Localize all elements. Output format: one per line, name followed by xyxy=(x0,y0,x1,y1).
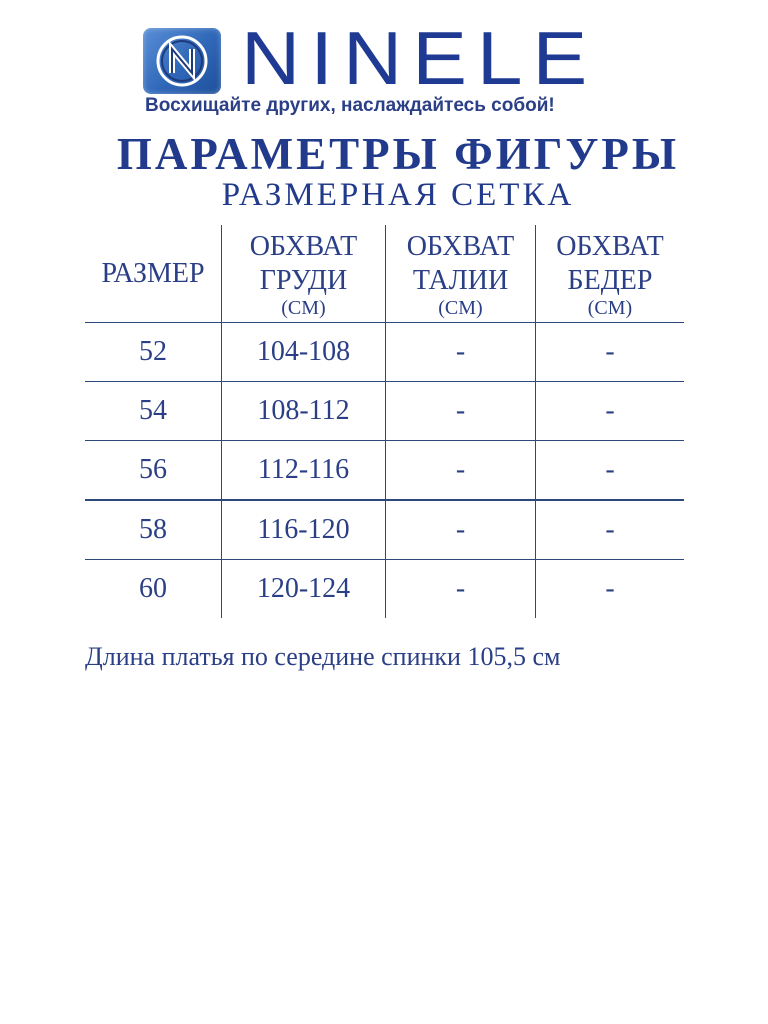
header-waist-unit: (СМ) xyxy=(438,296,483,319)
cell-waist: - xyxy=(386,560,536,619)
cell-waist: - xyxy=(386,441,536,501)
n-monogram-logo-icon xyxy=(143,28,221,94)
header-hips-line1: ОБХВАТ xyxy=(556,230,664,262)
brand-logo xyxy=(143,16,598,102)
header-hips xyxy=(536,225,685,323)
header-chest-line2: ГРУДИ xyxy=(259,264,348,296)
cell-hips: - xyxy=(536,500,685,560)
cell-chest: 104-108 xyxy=(222,323,386,382)
cell-waist: - xyxy=(386,500,536,560)
table-row xyxy=(85,441,684,501)
header-waist-line2: ТАЛИИ xyxy=(412,264,509,296)
table-header-row xyxy=(85,225,684,323)
page-subtitle: РАЗМЕРНАЯ СЕТКА xyxy=(221,177,575,213)
cell-chest: 112-116 xyxy=(222,441,386,501)
brand-slogan: Восхищайте других, наслаждайтесь собой! xyxy=(145,95,555,116)
cell-hips: - xyxy=(536,560,685,619)
header-size xyxy=(85,225,222,323)
cell-size: 60 xyxy=(139,573,167,604)
header-hips-unit: (СМ) xyxy=(587,296,633,319)
brand-name: NINELE xyxy=(241,16,598,101)
cell-chest: 116-120 xyxy=(222,500,386,560)
cell-waist: - xyxy=(386,382,536,441)
header-chest-unit: (СМ) xyxy=(281,296,326,319)
table-row xyxy=(85,382,684,441)
header-chest-line1: ОБХВАТ xyxy=(249,230,358,262)
cell-waist: - xyxy=(386,323,536,382)
cell-size: 54 xyxy=(85,382,222,441)
cell-size: 52 xyxy=(85,323,222,382)
table-row xyxy=(85,560,684,619)
cell-hips: - xyxy=(536,382,685,441)
table-row xyxy=(85,323,684,382)
header-hips-line2: БЕДЕР xyxy=(567,264,653,296)
header-chest xyxy=(222,225,386,323)
cell-size: 58 xyxy=(85,500,222,560)
table-row xyxy=(85,500,684,560)
cell-chest: 108-112 xyxy=(222,382,386,441)
page-title: ПАРАМЕТРЫ ФИГУРЫ xyxy=(116,129,680,179)
cell-hips: - xyxy=(536,441,685,501)
size-chart-table xyxy=(85,225,684,618)
header-size-label: РАЗМЕР xyxy=(101,257,205,289)
cell-chest: 120-124 xyxy=(222,560,386,619)
header-waist-line1: ОБХВАТ xyxy=(406,230,515,262)
cell-hips: - xyxy=(536,323,685,382)
dress-length-note: Длина платья по середине спинки 105,5 см xyxy=(85,642,561,671)
cell-size: 56 xyxy=(85,441,222,501)
header-waist xyxy=(386,225,536,323)
